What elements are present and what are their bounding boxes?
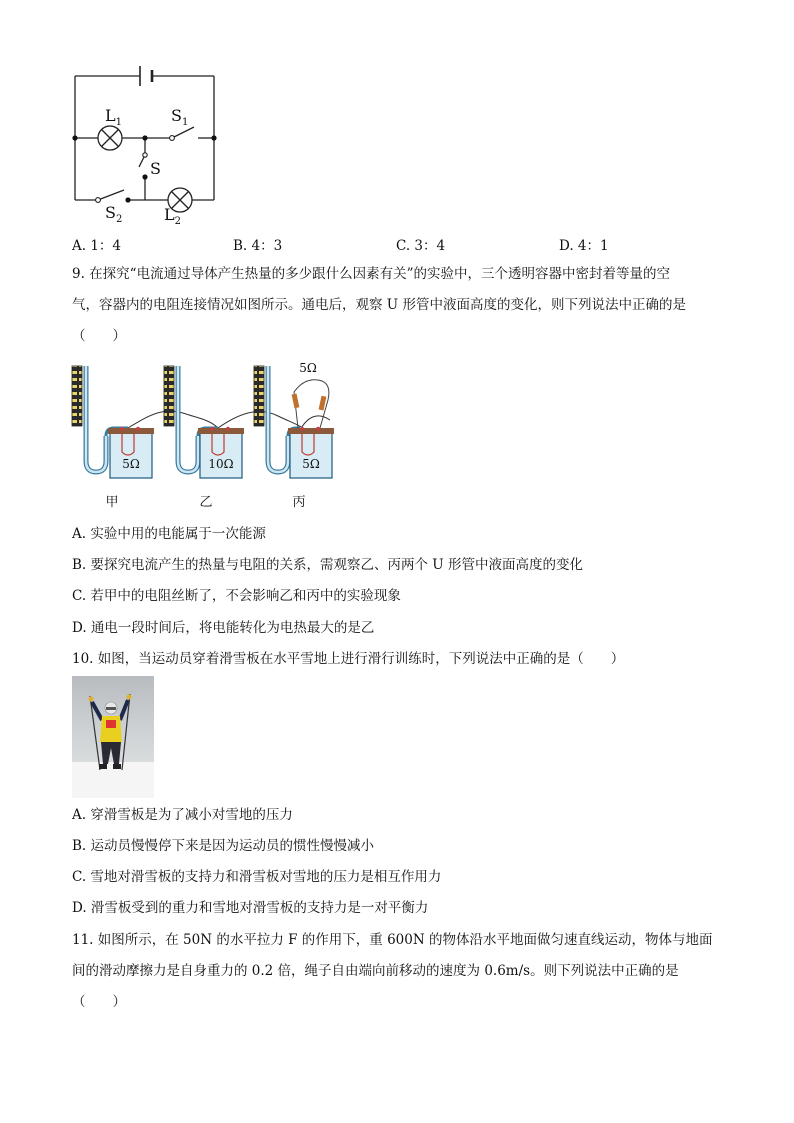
q10-option-a[interactable]: A. 穿滑雪板是为了减小对雪地的压力	[72, 807, 293, 823]
q10-option-d[interactable]: D. 滑雪板受到的重力和雪地对滑雪板的支持力是一对平衡力	[72, 900, 429, 916]
q8-option-d[interactable]: D. 4：1	[559, 238, 609, 254]
q9-option-c[interactable]: C. 若甲中的电阻丝断了，不会影响乙和丙中的实验现象	[72, 588, 401, 604]
q10-option-c[interactable]: C. 雪地对滑雪板的支持力和滑雪板对雪地的压力是相互作用力	[72, 869, 442, 885]
label-yi: 乙	[199, 495, 213, 510]
q10-option-b[interactable]: B. 运动员慢慢停下来是因为运动员的惯性慢慢减小	[72, 838, 375, 854]
skier-photo	[72, 676, 154, 798]
q10-stem: 10. 如图，当运动员穿着滑雪板在水平雪地上进行滑行训练时，下列说法中正确的是（ ）	[72, 651, 625, 667]
q11-stem-line-1: 11. 如图所示，在 50N 的水平拉力 F 的作用下，重 600N 的物体沿水平地面做匀速直线运动，物体与地面	[72, 932, 713, 948]
q11-stem-line-3: （ ）	[72, 994, 126, 1010]
label-s2: $S_2$	[105, 203, 123, 225]
q9-joule-heating-apparatus	[68, 356, 338, 516]
label-l2: $L_2$	[164, 205, 181, 227]
resistor-label-jia: 5Ω	[122, 457, 140, 471]
q9-stem-line-3: （ ）	[72, 328, 126, 344]
q11-stem-line-2: 间的滑动摩擦力是自身重力的 0.2 倍，绳子自由端向前移动的速度为 0.6m/s。则下列说法中正确的是	[72, 963, 679, 979]
q8-circuit-diagram	[60, 58, 240, 228]
q9-option-a[interactable]: A. 实验中用的电能属于一次能源	[72, 526, 266, 542]
label-jia: 甲	[105, 495, 119, 510]
q9-stem-line-1: 9. 在探究“电流通过导体产生热量的多少跟什么因素有关”的实验中，三个透明容器中密封着等量的空	[72, 266, 670, 282]
q9-stem-line-2: 气，容器内的电阻连接情况如图所示。通电后，观察 U 形管中液面高度的变化，则下列说法中正确的是	[72, 297, 686, 313]
q8-option-a[interactable]: A. 1：4	[72, 238, 122, 254]
q9-option-d[interactable]: D. 通电一段时间后，将电能转化为电热最大的是乙	[72, 620, 375, 636]
label-s1: $S_1$	[171, 106, 189, 128]
external-resistor-label: 5Ω	[299, 361, 317, 375]
label-bing: 丙	[292, 495, 306, 510]
q9-option-b[interactable]: B. 要探究电流产生的热量与电阻的关系，需观察乙、丙两个 U 形管中液面高度的变化	[72, 557, 583, 573]
resistor-label-yi: 10Ω	[208, 457, 234, 471]
apparatus-bing	[254, 366, 334, 478]
skier-illustration	[72, 676, 154, 798]
resistor-label-bing: 5Ω	[302, 457, 320, 471]
apparatus-jia	[72, 366, 154, 478]
q8-option-c[interactable]: C. 3：4	[396, 238, 446, 254]
q8-options	[0, 234, 794, 254]
label-l1: $L_1$	[105, 106, 122, 128]
label-s: S	[150, 159, 161, 178]
q8-option-b[interactable]: B. 4：3	[233, 238, 283, 254]
